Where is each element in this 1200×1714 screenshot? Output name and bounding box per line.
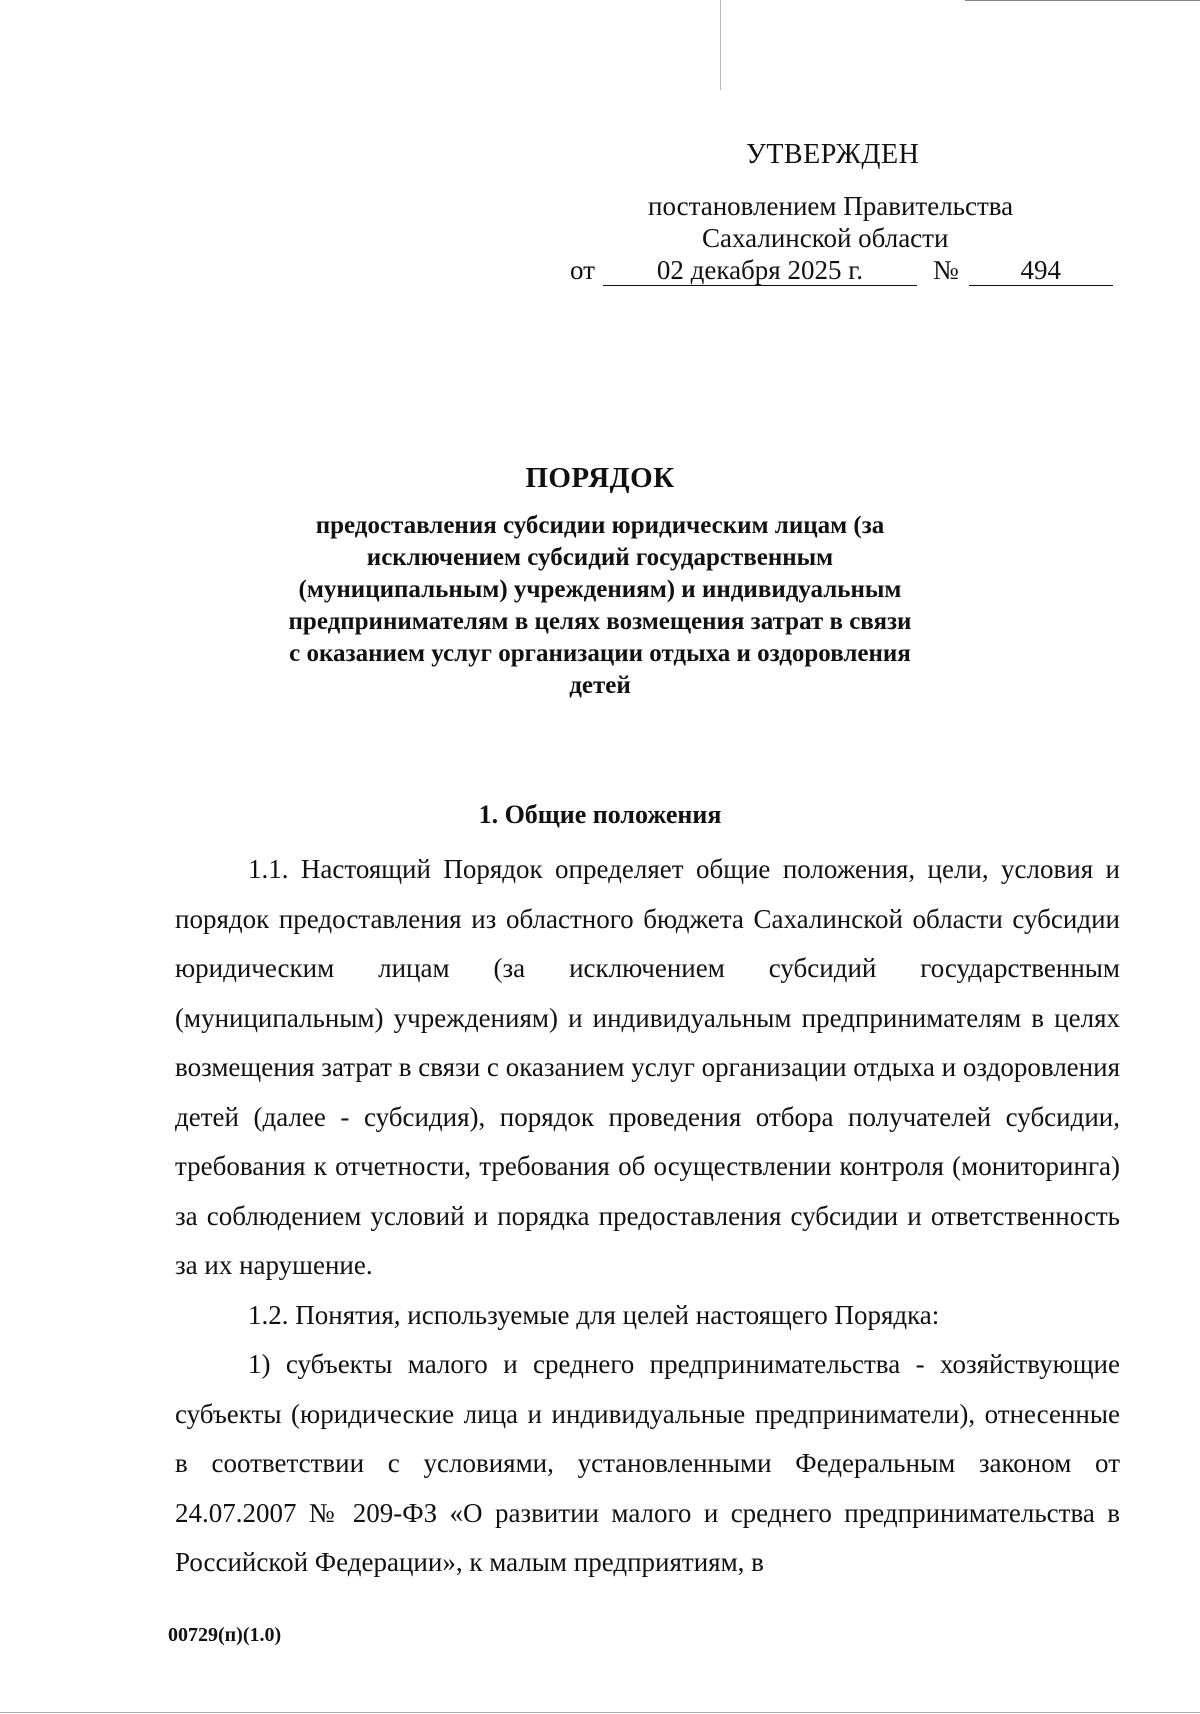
paragraph-1-2: 1.2. Понятия, используемые для целей настоящего Порядка: (248, 1299, 940, 1330)
footer-document-code: 00729(п)(1.0) (168, 1624, 282, 1646)
paragraph-1-2-item-1: 1) субъекты малого и среднего предпринимательства - хозяйствующие субъекты (юридические лица и индивидуальные предприниматели), отнесенные в соответствии с условиями, установленными Федеральным законом от 24.07.2007 № 209-ФЗ «О развитии малого и среднего предпринимательства в Российской Федерации», к малым предприятиям, в (175, 1349, 1120, 1577)
approval-stamp: УТВЕРЖДЕН (746, 139, 920, 170)
approval-region-line: Сахалинской области (702, 223, 949, 253)
approval-number-sign: № (932, 255, 959, 285)
approval-number: 494 (969, 255, 1113, 286)
approval-decree-line: постановлением Правительства (648, 191, 1014, 221)
scan-artifact-fold-line (720, 0, 721, 90)
scan-artifact-bottom-line (0, 1712, 1200, 1713)
approval-date-number-line (570, 254, 1113, 287)
section-heading: 1. Общие положения (478, 800, 722, 829)
document-subtitle: предоставления субсидии юридическим лицам (за исключением субсидий государственным (муниципальным) учреждениям) и индивидуальным предпринимателям в целях возмещения затрат в связи с оказанием услуг организации отдыха и оздоровления детей (288, 512, 912, 699)
scan-artifact-top-line (965, 0, 1200, 1)
approval-from-label: от (570, 255, 595, 285)
approval-date: 02 декабря 2025 г. (603, 255, 917, 286)
document-title: ПОРЯДОК (525, 462, 675, 494)
body-text (175, 845, 1120, 1588)
paragraph-1-1: 1.1. Настоящий Порядок определяет общие положения, цели, условия и порядок предоставления из областного бюджета Сахалинской области субсидии юридическим лицам (за исключением субсидий государственным (муниципальным) учреждениям) и индивидуальным предпринимателям в целях возмещения затрат в связи с оказанием услуг организации отдыха и оздоровления детей (далее - субсидия), порядок проведения отбора получателей субсидии, требования к отчетности, требования об осуществлении контроля (мониторинга) за соблюдением условий и порядка предоставления субсидии и ответственность за их нарушение. (175, 854, 1120, 1280)
